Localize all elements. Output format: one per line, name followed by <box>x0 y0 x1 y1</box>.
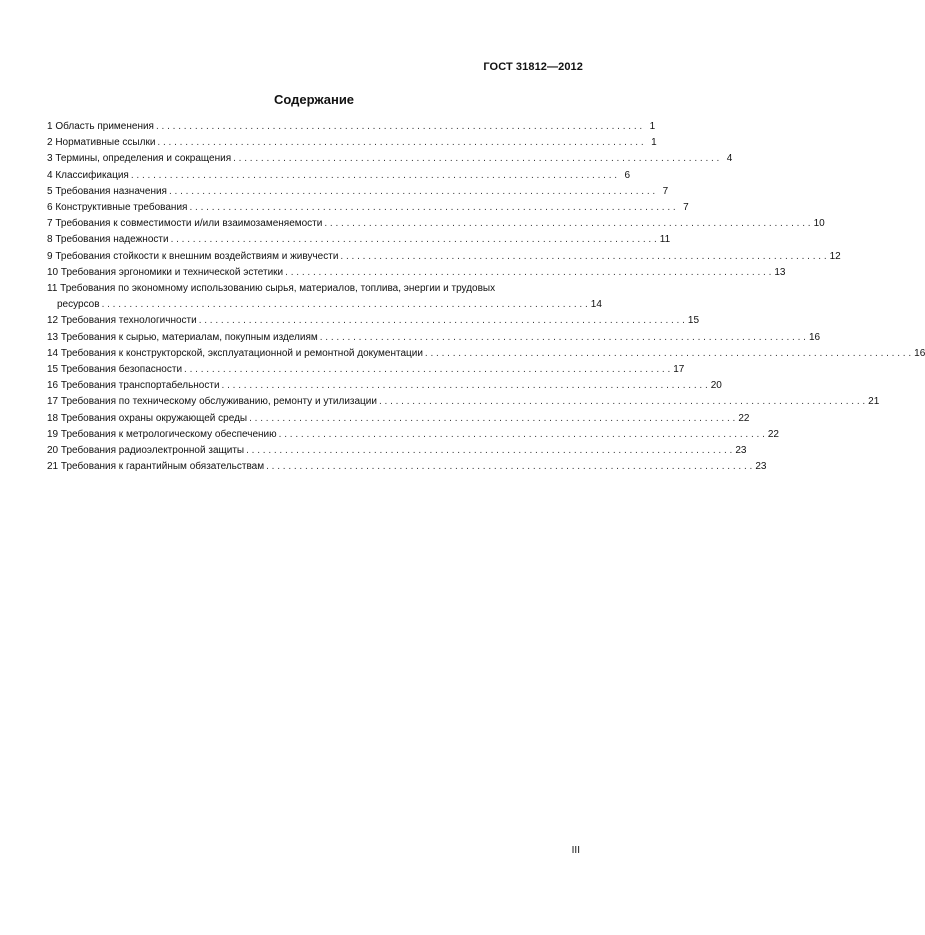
toc-entry[interactable] <box>47 443 747 459</box>
toc-entry-page: 20 <box>710 380 722 392</box>
toc-entry-label: 2 Нормативные ссылки <box>47 137 156 149</box>
toc-entry-page: 13 <box>774 266 786 278</box>
dot-leader <box>156 119 642 135</box>
toc-entry-label: 11 Требования по экономному использованию сырья, материалов, топлива, энергии и трудовых <box>47 283 496 295</box>
toc-entry-label: 15 Требования безопасности <box>47 364 183 376</box>
dot-leader <box>189 200 675 216</box>
toc-entry-label: 4 Классификация <box>47 169 129 181</box>
toc-entry-page: 17 <box>673 364 685 376</box>
dot-leader <box>199 313 685 329</box>
toc-entry-page: 12 <box>829 250 841 262</box>
toc-entry-label: 8 Требования надежности <box>47 234 169 246</box>
toc-entry-label: 16 Требования транспортабельности <box>47 380 220 392</box>
dot-leader <box>249 411 735 427</box>
toc-entry-label: 6 Конструктивные требования <box>47 202 188 214</box>
toc-entry-page: 11 <box>659 234 671 246</box>
toc-entry-label: 14 Требования к конструкторской, эксплуатационной и ремонтной документации <box>47 347 423 359</box>
toc-entry[interactable] <box>47 216 825 232</box>
toc-entry-page: 7 <box>662 185 669 197</box>
toc-entry-page: 23 <box>735 445 747 457</box>
toc-entry[interactable] <box>47 411 750 427</box>
dot-leader <box>279 427 765 443</box>
toc-entry-label: 17 Требования по техническому обслуживанию, ремонту и утилизации <box>47 396 377 408</box>
toc-entry[interactable] <box>47 232 671 248</box>
dot-leader <box>157 135 643 151</box>
dot-leader <box>233 151 719 167</box>
dot-leader <box>171 232 657 248</box>
toc-entry-page: 6 <box>624 169 631 181</box>
toc-entry[interactable] <box>47 427 779 443</box>
dot-leader <box>285 265 771 281</box>
dot-leader <box>131 168 617 184</box>
dot-leader <box>184 362 670 378</box>
dot-leader <box>169 184 655 200</box>
toc-entry[interactable] <box>47 346 925 362</box>
toc-entry-page: 1 <box>649 121 656 132</box>
toc-entry-label: 1 Область применения <box>47 121 154 132</box>
toc-entry-label: 3 Термины, определения и сокращения <box>47 153 232 165</box>
toc-entry-label: 5 Требования назначения <box>47 185 167 197</box>
toc-entry-page: 10 <box>813 218 825 230</box>
toc-entry-label-continuation: ресурсов <box>57 299 100 311</box>
dot-leader <box>324 216 810 232</box>
dot-leader <box>320 330 806 346</box>
toc-entry-label: 19 Требования к метрологическому обеспечению <box>47 428 277 440</box>
toc-entry[interactable] <box>47 135 657 151</box>
toc-entry-page: 22 <box>738 412 750 424</box>
document-code: ГОСТ 31812—2012 <box>483 61 583 73</box>
toc-entry-page: 16 <box>808 331 821 343</box>
toc-entry-page: 23 <box>755 461 767 473</box>
toc-entry-label: 7 Требования к совместимости и/или взаимозаменяемости <box>47 218 323 230</box>
toc-entry[interactable] <box>47 151 733 167</box>
toc-title: Содержание <box>273 92 355 107</box>
dot-leader <box>222 378 708 394</box>
toc-entry-page: 22 <box>767 428 779 440</box>
toc-entry[interactable] <box>47 184 669 200</box>
toc-entry[interactable] <box>47 459 767 475</box>
toc-entry[interactable] <box>47 362 685 378</box>
toc-entry-page: 14 <box>590 299 602 311</box>
toc-entry-page: 7 <box>683 202 689 214</box>
toc-entry-label: 18 Требования охраны окружающей среды <box>47 412 248 424</box>
toc-entry-page: 15 <box>687 315 700 327</box>
toc-entry[interactable] <box>47 265 786 281</box>
toc-entry-label: 20 Требования радиоэлектронной защиты <box>47 445 245 457</box>
table-of-contents <box>47 119 925 475</box>
dot-leader <box>246 443 732 459</box>
toc-entry-label: 10 Требования эргономики и технической эстетики <box>47 266 284 278</box>
toc-entry-label: 9 Требования стойкости к внешним воздействиям и живучести <box>47 250 339 262</box>
toc-entry[interactable] <box>47 378 722 394</box>
toc-entry[interactable] <box>47 168 631 184</box>
dot-leader <box>425 346 911 362</box>
toc-entry-page: 21 <box>868 396 880 408</box>
toc-entry-page: 1 <box>651 137 657 149</box>
toc-entry-continuation <box>47 297 602 313</box>
toc-entry[interactable] <box>47 249 841 265</box>
toc-entry[interactable] <box>47 330 821 346</box>
toc-entry-page: 16 <box>914 347 925 359</box>
toc-entry-page: 4 <box>726 153 733 165</box>
toc-entry-label: 21 Требования к гарантийным обязательствам <box>47 461 265 473</box>
toc-entry[interactable] <box>47 281 602 313</box>
page-number: III <box>571 845 580 856</box>
dot-leader <box>102 297 588 313</box>
toc-entry[interactable] <box>47 313 700 329</box>
toc-entry-label: 13 Требования к сырью, материалам, покупным изделиям <box>47 331 318 343</box>
toc-entry-label: 12 Требования технологичности <box>47 315 197 327</box>
toc-entry[interactable] <box>47 119 656 135</box>
dot-leader <box>266 459 752 475</box>
dot-leader <box>379 394 865 410</box>
toc-entry[interactable] <box>47 394 880 410</box>
toc-entry[interactable] <box>47 200 689 216</box>
dot-leader <box>340 249 826 265</box>
